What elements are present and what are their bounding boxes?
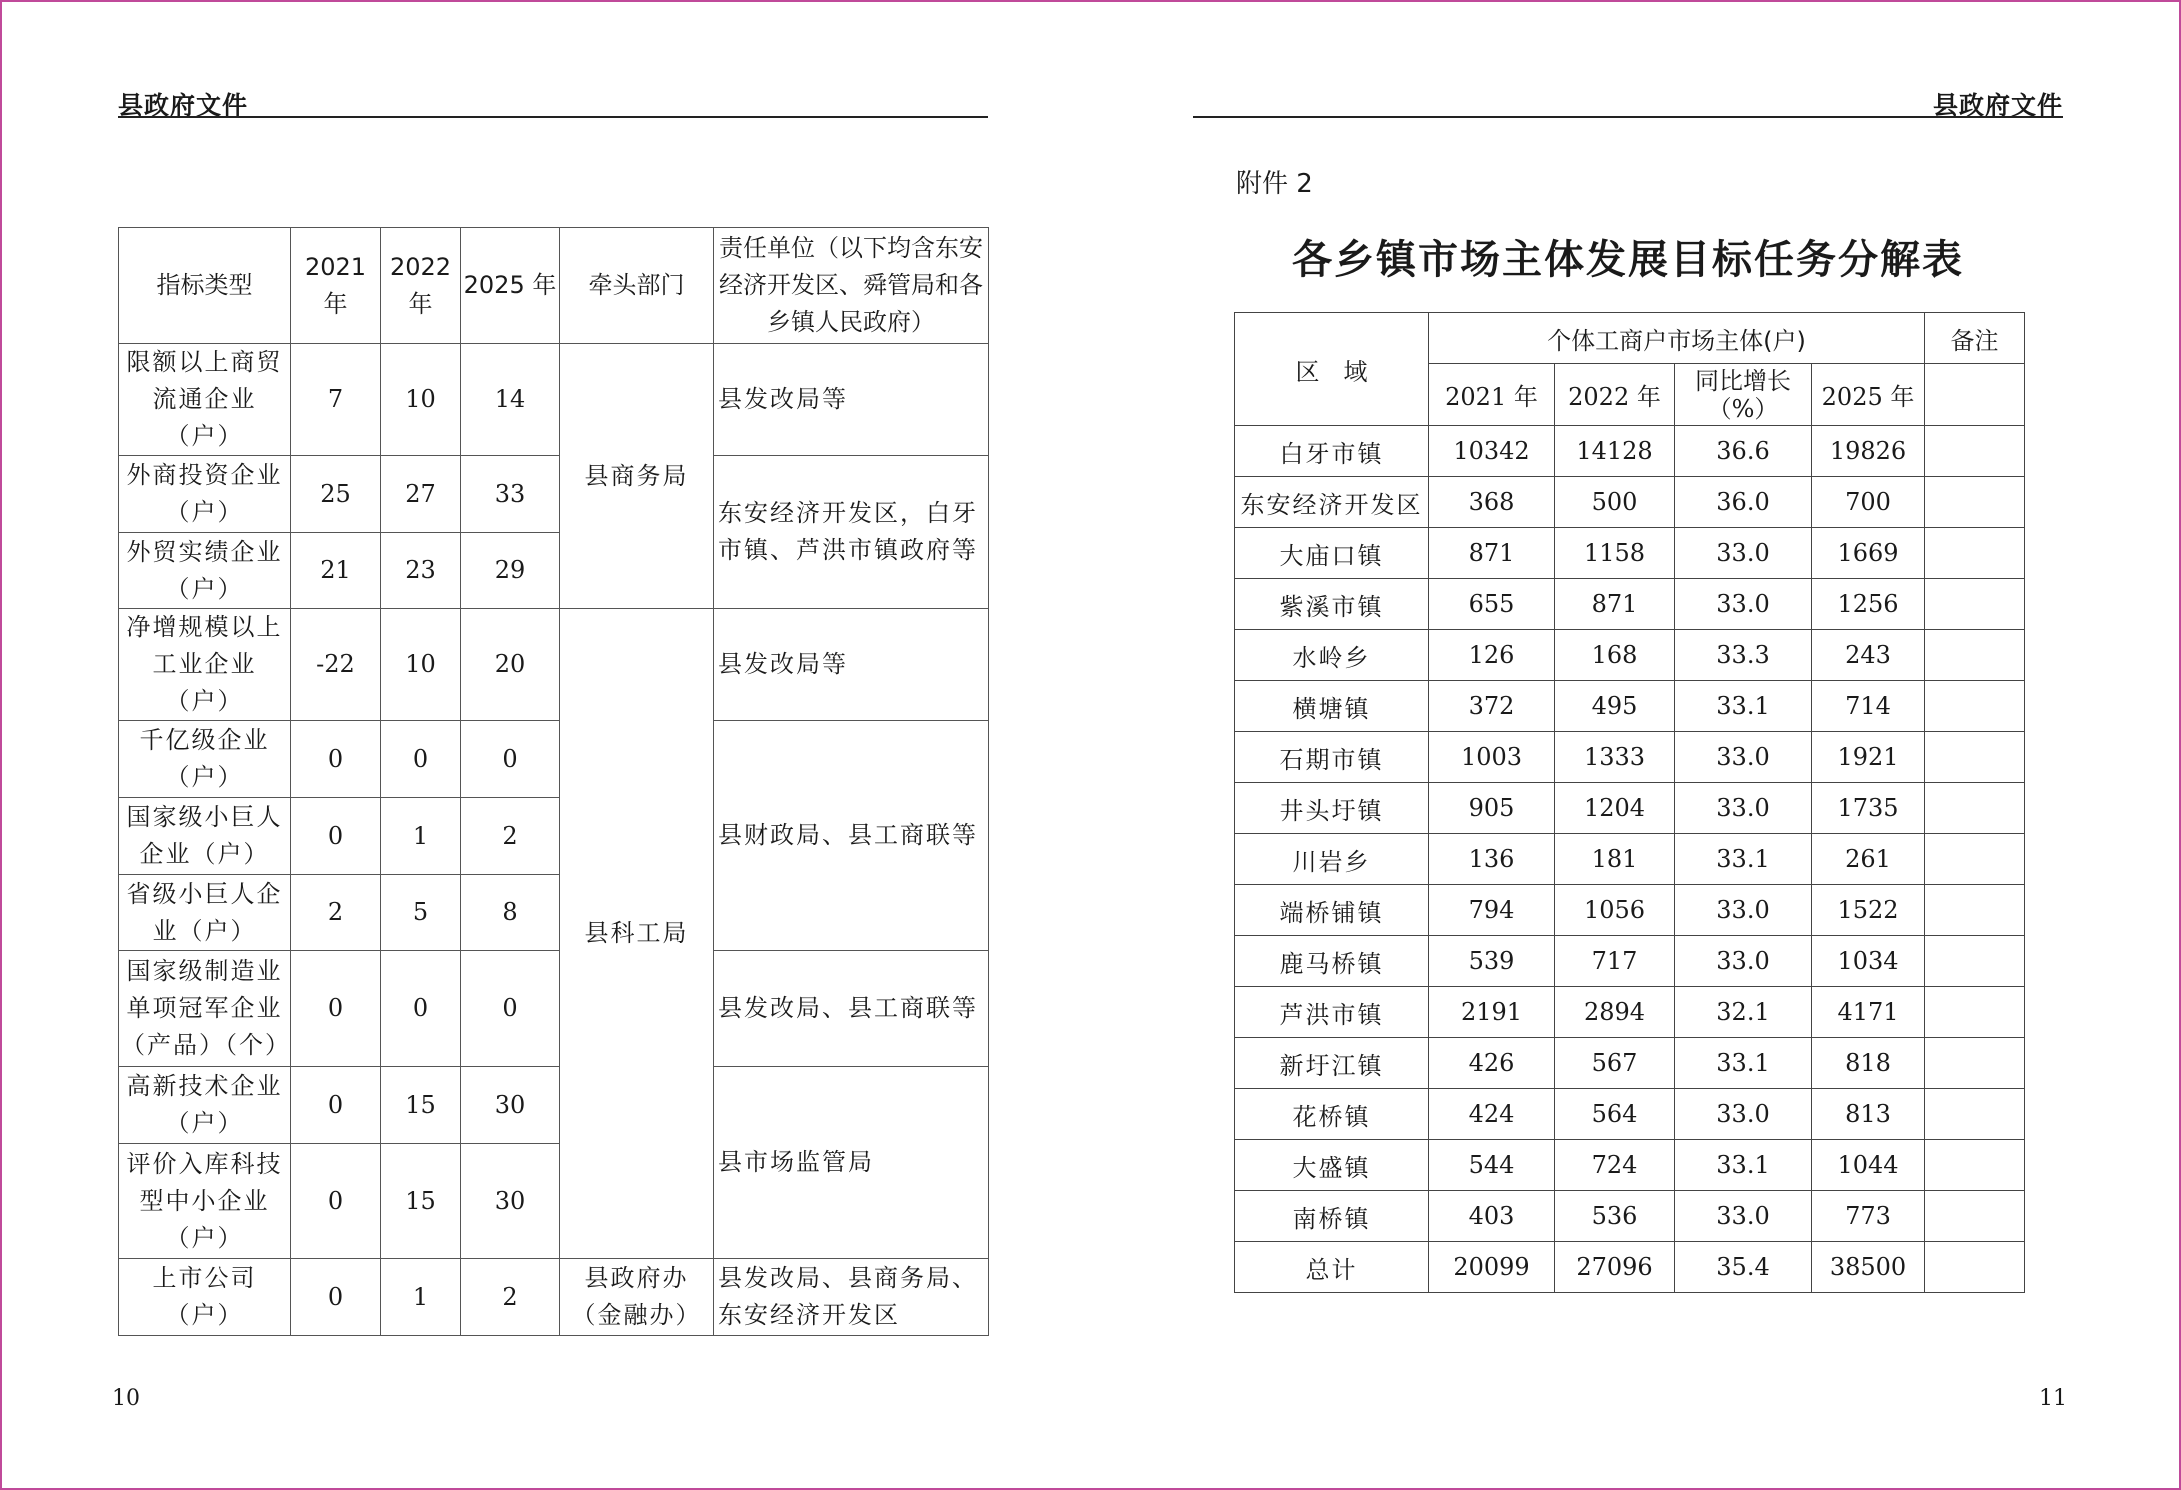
value-2022: 10 xyxy=(381,609,461,721)
indicator-cell: 净增规模以上工业企业（户） xyxy=(119,609,291,721)
header-responsible: 责任单位（以下均含东安经济开发区、舜管局和各乡镇人民政府） xyxy=(714,228,989,344)
subheader-2025: 2025 年 xyxy=(1812,364,1925,426)
header-region: 区 域 xyxy=(1235,313,1429,426)
note-cell xyxy=(1925,885,2025,936)
header-indicator: 指标类型 xyxy=(119,228,291,344)
indicator-table xyxy=(118,227,989,1336)
indicator-cell: 外商投资企业（户） xyxy=(119,456,291,533)
page-number: 11 xyxy=(2039,1386,2067,1411)
note-cell xyxy=(1925,630,2025,681)
value-2021: 1003 xyxy=(1429,732,1555,783)
region-cell: 鹿马桥镇 xyxy=(1235,936,1429,987)
value-2025: 2 xyxy=(461,1259,560,1336)
value-2022: 15 xyxy=(381,1144,461,1259)
value-2022: 1056 xyxy=(1555,885,1675,936)
table-row xyxy=(119,951,989,1067)
table-row xyxy=(119,344,989,456)
value-2022: 10 xyxy=(381,344,461,456)
region-cell: 端桥铺镇 xyxy=(1235,885,1429,936)
indicator-cell: 高新技术企业（户） xyxy=(119,1067,291,1144)
header-entity-group: 个体工商户市场主体(户) xyxy=(1429,313,1925,364)
region-cell: 芦洪市镇 xyxy=(1235,987,1429,1038)
market-entity-table xyxy=(1234,312,2025,1293)
value-2022: 15 xyxy=(381,1067,461,1144)
table-row xyxy=(1235,1038,2025,1089)
region-cell: 紫溪市镇 xyxy=(1235,579,1429,630)
note-cell xyxy=(1925,681,2025,732)
indicator-cell: 千亿级企业（户） xyxy=(119,721,291,798)
value-2025: 2 xyxy=(461,798,560,875)
note-cell xyxy=(1925,732,2025,783)
value-2022: 724 xyxy=(1555,1140,1675,1191)
table-row xyxy=(1235,681,2025,732)
indicator-cell: 外贸实绩企业（户） xyxy=(119,533,291,609)
table-header-row xyxy=(1235,313,2025,364)
right-page xyxy=(1193,0,2067,1490)
indicator-cell: 省级小巨人企业（户） xyxy=(119,875,291,951)
value-2021: 426 xyxy=(1429,1038,1555,1089)
table-row xyxy=(119,609,989,721)
region-cell: 川岩乡 xyxy=(1235,834,1429,885)
lead-dept-cell: 县政府办（金融办） xyxy=(560,1259,714,1336)
value-2025: 813 xyxy=(1812,1089,1925,1140)
value-2021: 372 xyxy=(1429,681,1555,732)
table-row xyxy=(1235,1191,2025,1242)
header-2025: 2025 年 xyxy=(461,228,560,344)
value-2025: 818 xyxy=(1812,1038,1925,1089)
region-rows xyxy=(1235,426,2025,1293)
value-2021: 539 xyxy=(1429,936,1555,987)
value-2022: 5 xyxy=(381,875,461,951)
value-growth: 36.0 xyxy=(1675,477,1812,528)
value-2022: 2894 xyxy=(1555,987,1675,1038)
value-2022: 536 xyxy=(1555,1191,1675,1242)
note-cell xyxy=(1925,1140,2025,1191)
note-cell xyxy=(1925,426,2025,477)
value-2022: 0 xyxy=(381,951,461,1067)
value-growth: 33.0 xyxy=(1675,579,1812,630)
value-2021: 21 xyxy=(291,533,381,609)
value-2025: 1522 xyxy=(1812,885,1925,936)
table-row xyxy=(1235,885,2025,936)
value-2021: 10342 xyxy=(1429,426,1555,477)
table-row xyxy=(119,1067,989,1144)
value-2022: 27096 xyxy=(1555,1242,1675,1293)
value-2025: 1044 xyxy=(1812,1140,1925,1191)
value-2025: 38500 xyxy=(1812,1242,1925,1293)
table-row xyxy=(1235,477,2025,528)
value-2025: 8 xyxy=(461,875,560,951)
page-number: 10 xyxy=(112,1386,140,1411)
region-cell: 石期市镇 xyxy=(1235,732,1429,783)
value-2021: 794 xyxy=(1429,885,1555,936)
table-row xyxy=(1235,1089,2025,1140)
value-2021: 655 xyxy=(1429,579,1555,630)
table-row xyxy=(119,1259,989,1336)
value-2021: 0 xyxy=(291,1067,381,1144)
note-cell xyxy=(1925,477,2025,528)
table-row xyxy=(1235,1242,2025,1293)
header-lead-dept: 牵头部门 xyxy=(560,228,714,344)
value-2025: 33 xyxy=(461,456,560,533)
note-cell xyxy=(1925,936,2025,987)
region-cell: 花桥镇 xyxy=(1235,1089,1429,1140)
value-growth: 33.1 xyxy=(1675,1140,1812,1191)
value-2021: 2 xyxy=(291,875,381,951)
value-2022: 23 xyxy=(381,533,461,609)
region-cell: 大庙口镇 xyxy=(1235,528,1429,579)
region-cell: 白牙市镇 xyxy=(1235,426,1429,477)
region-cell: 井头圩镇 xyxy=(1235,783,1429,834)
responsible-cell: 县财政局、县工商联等 xyxy=(714,721,989,951)
value-2021: 2191 xyxy=(1429,987,1555,1038)
value-growth: 35.4 xyxy=(1675,1242,1812,1293)
note-cell xyxy=(1925,1191,2025,1242)
table-header-row xyxy=(119,228,989,344)
header-note: 备注 xyxy=(1925,313,2025,364)
value-2021: 403 xyxy=(1429,1191,1555,1242)
note-cell xyxy=(1925,783,2025,834)
value-2022: 871 xyxy=(1555,579,1675,630)
note-cell xyxy=(1925,834,2025,885)
value-growth: 33.3 xyxy=(1675,630,1812,681)
region-cell: 新圩江镇 xyxy=(1235,1038,1429,1089)
header-2021: 2021 年 xyxy=(291,228,381,344)
note-cell xyxy=(1925,528,2025,579)
running-header: 县政府文件 xyxy=(118,91,249,120)
table-row xyxy=(1235,579,2025,630)
value-2021: 871 xyxy=(1429,528,1555,579)
value-2025: 714 xyxy=(1812,681,1925,732)
value-2025: 1921 xyxy=(1812,732,1925,783)
value-2025: 1034 xyxy=(1812,936,1925,987)
table-row xyxy=(1235,783,2025,834)
lead-dept-cell: 县商务局 xyxy=(560,344,714,609)
value-2022: 1 xyxy=(381,1259,461,1336)
attachment-label: 附件 2 xyxy=(1236,169,1313,199)
header-rule xyxy=(118,116,988,118)
value-2022: 1333 xyxy=(1555,732,1675,783)
indicator-cell: 国家级小巨人企业（户） xyxy=(119,798,291,875)
value-2025: 4171 xyxy=(1812,987,1925,1038)
value-growth: 33.0 xyxy=(1675,936,1812,987)
value-2022: 1204 xyxy=(1555,783,1675,834)
table-row xyxy=(1235,732,2025,783)
value-2022: 181 xyxy=(1555,834,1675,885)
subheader-2021: 2021 年 xyxy=(1429,364,1555,426)
value-2025: 261 xyxy=(1812,834,1925,885)
value-2021: 544 xyxy=(1429,1140,1555,1191)
table-row xyxy=(119,721,989,798)
left-page xyxy=(112,0,988,1490)
region-cell: 东安经济开发区 xyxy=(1235,477,1429,528)
value-2021: 7 xyxy=(291,344,381,456)
value-growth: 33.0 xyxy=(1675,885,1812,936)
value-2025: 14 xyxy=(461,344,560,456)
indicator-cell: 限额以上商贸流通企业（户） xyxy=(119,344,291,456)
region-cell: 总计 xyxy=(1235,1242,1429,1293)
value-2022: 0 xyxy=(381,721,461,798)
indicator-cell: 评价入库科技型中小企业（户） xyxy=(119,1144,291,1259)
subheader-growth: 同比增长（%） xyxy=(1675,364,1812,426)
responsible-cell: 县发改局、县商务局、东安经济开发区 xyxy=(714,1259,989,1336)
table-row xyxy=(1235,936,2025,987)
value-2022: 1 xyxy=(381,798,461,875)
note-cell xyxy=(1925,987,2025,1038)
value-2021: 20099 xyxy=(1429,1242,1555,1293)
value-2021: 905 xyxy=(1429,783,1555,834)
value-2021: 136 xyxy=(1429,834,1555,885)
value-2025: 30 xyxy=(461,1067,560,1144)
value-growth: 33.0 xyxy=(1675,1191,1812,1242)
table-row xyxy=(1235,987,2025,1038)
value-2021: 424 xyxy=(1429,1089,1555,1140)
value-2022: 27 xyxy=(381,456,461,533)
value-2025: 30 xyxy=(461,1144,560,1259)
table-row xyxy=(1235,1140,2025,1191)
value-2025: 1256 xyxy=(1812,579,1925,630)
value-growth: 33.1 xyxy=(1675,1038,1812,1089)
value-2021: 0 xyxy=(291,798,381,875)
table-row xyxy=(119,456,989,533)
value-2025: 0 xyxy=(461,721,560,798)
responsible-cell: 东安经济开发区，白牙市镇、芦洪市镇政府等 xyxy=(714,456,989,609)
value-2021: -22 xyxy=(291,609,381,721)
value-2022: 500 xyxy=(1555,477,1675,528)
value-2022: 495 xyxy=(1555,681,1675,732)
region-cell: 横塘镇 xyxy=(1235,681,1429,732)
running-header: 县政府文件 xyxy=(1932,91,2063,120)
value-growth: 33.1 xyxy=(1675,681,1812,732)
value-2025: 700 xyxy=(1812,477,1925,528)
table-row xyxy=(1235,834,2025,885)
note-cell xyxy=(1925,364,2025,426)
note-cell xyxy=(1925,1242,2025,1293)
value-2022: 168 xyxy=(1555,630,1675,681)
responsible-cell: 县发改局等 xyxy=(714,344,989,456)
region-cell: 大盛镇 xyxy=(1235,1140,1429,1191)
note-cell xyxy=(1925,1038,2025,1089)
value-2025: 29 xyxy=(461,533,560,609)
value-2021: 368 xyxy=(1429,477,1555,528)
note-cell xyxy=(1925,1089,2025,1140)
responsible-cell: 县市场监管局 xyxy=(714,1067,989,1259)
value-2021: 0 xyxy=(291,1259,381,1336)
value-2022: 564 xyxy=(1555,1089,1675,1140)
table-row xyxy=(1235,630,2025,681)
value-growth: 33.0 xyxy=(1675,1089,1812,1140)
value-2025: 1735 xyxy=(1812,783,1925,834)
value-2022: 717 xyxy=(1555,936,1675,987)
region-cell: 水岭乡 xyxy=(1235,630,1429,681)
value-growth: 36.6 xyxy=(1675,426,1812,477)
responsible-cell: 县发改局、县工商联等 xyxy=(714,951,989,1067)
value-2025: 20 xyxy=(461,609,560,721)
value-growth: 33.1 xyxy=(1675,834,1812,885)
value-2025: 19826 xyxy=(1812,426,1925,477)
table-row xyxy=(1235,426,2025,477)
value-growth: 33.0 xyxy=(1675,783,1812,834)
indicator-cell: 上市公司（户） xyxy=(119,1259,291,1336)
value-growth: 33.0 xyxy=(1675,732,1812,783)
region-cell: 南桥镇 xyxy=(1235,1191,1429,1242)
value-2022: 14128 xyxy=(1555,426,1675,477)
value-2025: 243 xyxy=(1812,630,1925,681)
note-cell xyxy=(1925,579,2025,630)
lead-dept-cell: 县科工局 xyxy=(560,609,714,1259)
value-2022: 567 xyxy=(1555,1038,1675,1089)
value-2022: 1158 xyxy=(1555,528,1675,579)
value-growth: 32.1 xyxy=(1675,987,1812,1038)
header-rule xyxy=(1193,116,2063,118)
indicator-cell: 国家级制造业单项冠军企业（产品）（个） xyxy=(119,951,291,1067)
document-title: 各乡镇市场主体发展目标任务分解表 xyxy=(1292,236,1964,283)
value-2021: 0 xyxy=(291,721,381,798)
value-2021: 0 xyxy=(291,951,381,1067)
table-row xyxy=(1235,528,2025,579)
value-2025: 773 xyxy=(1812,1191,1925,1242)
responsible-cell: 县发改局等 xyxy=(714,609,989,721)
value-2021: 25 xyxy=(291,456,381,533)
subheader-2022: 2022 年 xyxy=(1555,364,1675,426)
header-2022: 2022 年 xyxy=(381,228,461,344)
value-growth: 33.0 xyxy=(1675,528,1812,579)
value-2021: 0 xyxy=(291,1144,381,1259)
value-2021: 126 xyxy=(1429,630,1555,681)
value-2025: 1669 xyxy=(1812,528,1925,579)
value-2025: 0 xyxy=(461,951,560,1067)
